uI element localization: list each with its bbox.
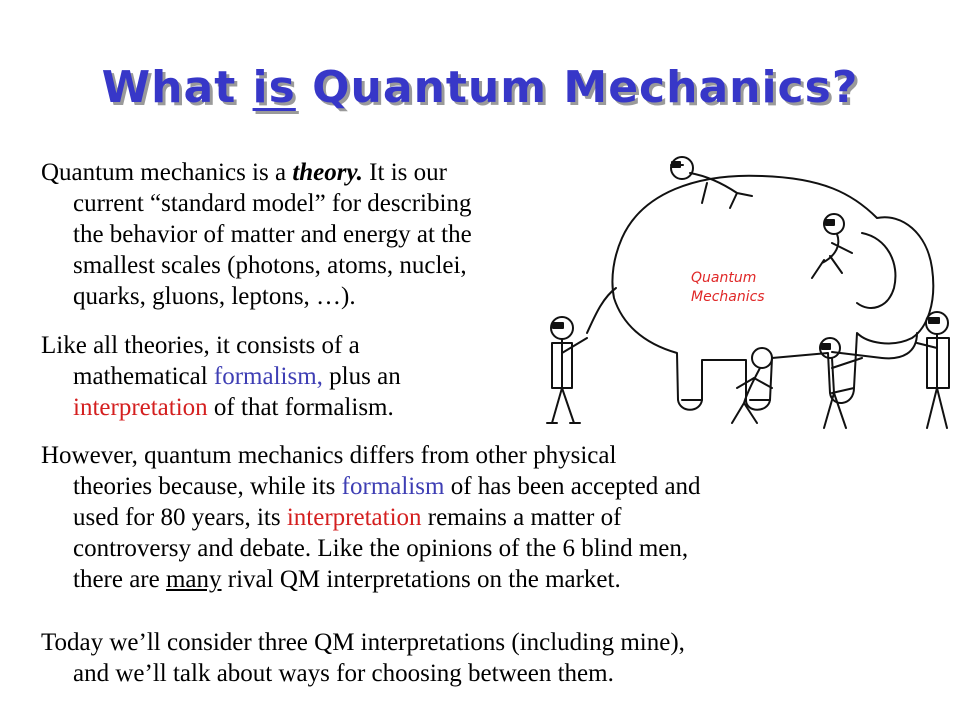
elephant-trunk [832,333,917,358]
text-run: mathematical [73,363,214,390]
label-line: Quantum [691,270,757,286]
elephant-tail [587,288,616,333]
emphasis-theory: theory. [292,159,363,186]
paragraph-today [41,627,685,689]
paragraph-line [41,361,401,392]
blind-man-at-tail [547,317,587,423]
paragraph-line [41,564,701,595]
elephant-body-outline [612,176,933,410]
underlined-many: many [165,566,222,593]
title-text-end: Quantum Mechanics? [295,62,859,113]
highlight-formalism: formalism [341,473,445,500]
paragraph-line [41,157,472,188]
text-run: of that formalism. [207,394,394,421]
title-text-start: What [101,62,253,113]
elephant-ear [857,233,895,308]
paragraph-line [41,471,701,502]
text-run: there are [73,566,166,593]
paragraph-line [41,502,701,533]
slide-title [0,62,960,113]
text-run: plus an [322,363,401,390]
title-underlined-word: is [252,62,296,113]
highlight-interpretation: interpretation [73,394,208,421]
text-run: used for 80 years, its [73,504,287,531]
quantum-mechanics-label [691,269,765,307]
paragraph-line: and we’ll talk about ways for choosing between them. [73,660,614,687]
highlight-interpretation: interpretation [286,504,422,531]
text-run: remains a matter of [421,504,622,531]
paragraph-line: Today we’ll consider three QM interpretations (including mine), [41,629,685,656]
paragraph-line: controversy and debate. Like the opinions of the 6 blind men, [73,535,689,562]
paragraph-line: However, quantum mechanics differs from other physical [41,442,617,469]
paragraph-line: Like all theories, it consists of a [41,332,360,359]
text-run: theories because, while its [73,473,342,500]
highlight-formalism: formalism, [213,363,323,390]
text-run: It is our [362,159,447,186]
paragraph-formalism [41,330,401,423]
text-run: of has been accepted and [444,473,701,500]
paragraph-line: quarks, gluons, leptons, …). [73,283,356,310]
paragraph-line [41,392,401,423]
label-line: Mechanics [691,289,765,305]
paragraph-however [41,440,701,595]
text-run: Quantum mechanics is a [41,159,293,186]
text-run: rival QM interpretations on the market. [221,566,621,593]
paragraph-theory [41,157,472,312]
blind-man-climbing [812,214,852,278]
paragraph-line: current “standard model” for describing [73,190,472,217]
paragraph-line: the behavior of matter and energy at the [73,221,472,248]
blind-man-on-back [671,157,752,208]
paragraph-line: smallest scales (photons, atoms, nuclei, [73,252,467,279]
